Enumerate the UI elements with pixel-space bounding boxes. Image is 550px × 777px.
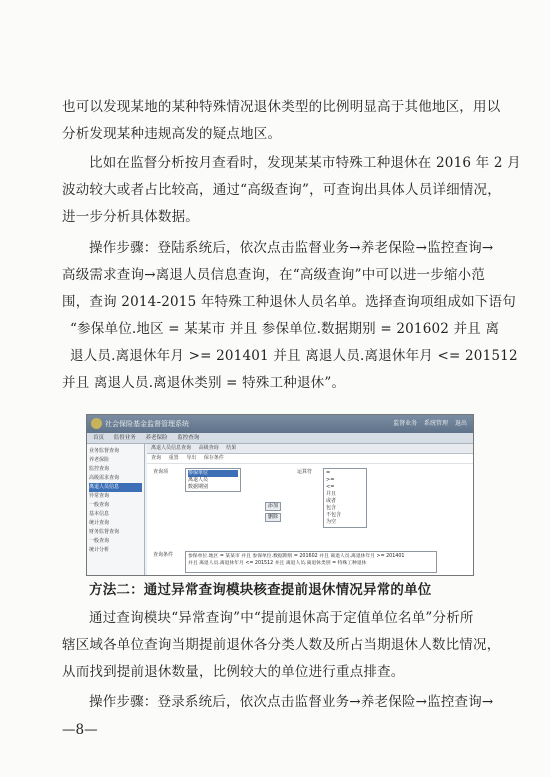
operator-option: 不包含 [326,512,342,518]
text-line: 进一步分析具体数据。 [62,209,199,225]
banner-tab: 监督业务 [393,420,418,427]
condition-label: 查询条件 [153,552,174,558]
toolbar-item: 重置 [168,455,179,461]
text-line: 操作步骤：登录系统后，依次点击监督业务→养老保险→监控查询→ [89,694,494,710]
paragraph-example [62,150,521,231]
operator-option: >= [326,477,335,483]
add-button: 添加 [265,502,281,511]
operator-label: 运算符 [297,469,313,475]
text-line: 分析发现某种违规高发的疑点地区。 [62,126,282,142]
sidebar-item: 养老保险 [89,457,110,463]
text-line: “参保单位.地区 = 某某市 并且 参保单位.数据期别 = 201602 并且 离 [70,321,500,337]
field-option: 数据期别 [188,484,209,490]
system-screenshot [86,414,474,576]
text-line: 比如在监督分析按月查看时，发现某某市特殊工种退休在 2016 年 2 月 [89,155,521,171]
toolbar-item: 保存条件 [203,455,224,461]
sidebar-item: 一般查询 [89,538,110,544]
operator-option: <= [326,484,335,490]
sidebar-item: 财务监督查询 [89,529,120,535]
operator-option: 或者 [326,498,337,504]
text-line: 辖区域各单位查询当期提前退休各分类人数及所占当期退休人数比情况， [62,637,501,653]
screenshot-tab: 高级查询 [198,445,219,451]
toolbar-item: 导出 [186,455,197,461]
sidebar-item: 业务监督查询 [89,448,120,454]
text-line: 也可以发现某地的某种特殊情况退休类型的比例明显高于其他地区，用以 [62,99,501,115]
nav-item: 监控查询 [177,435,200,441]
logo-icon [91,418,102,429]
paragraph-steps [62,235,518,397]
paragraph-intro [62,94,500,148]
screenshot-tab: 结果 [226,445,237,451]
field-label: 查询项 [153,469,169,475]
screenshot-main [147,444,473,575]
nav-item: 监督业务 [113,435,136,441]
text-line: 高级需求查询→离退人员信息查询，在“高级查询”中可以进一步缩小范 [62,267,486,283]
screenshot-buttons [265,502,281,524]
paragraph-steps-2 [62,689,493,716]
sidebar-item: 统计分析 [89,547,110,553]
toolbar-item: 查询 [151,455,162,461]
banner-tab: 系统管理 [424,420,449,427]
field-list [185,468,241,492]
sidebar-item: 统计查询 [89,520,110,526]
text-line: 操作步骤：登陆系统后，依次点击监督业务→养老保险→监控查询→ [89,240,494,256]
text-line: 退人员.离退休年月 >= 201401 并且 离退人员.离退休年月 <= 201512 [70,348,518,364]
page-number: —8— [62,722,98,738]
text-line: 并且 离退人员.离退休类别 = 特殊工种退休”。 [62,375,346,391]
sidebar-item: 异常查询 [89,493,110,499]
screenshot-banner [87,415,473,433]
screenshot-nav [87,433,473,444]
paragraph-method [62,605,500,686]
section-heading [89,577,432,604]
delete-button: 删除 [265,513,281,522]
sidebar-item-selected: 离退人员信息 [89,483,142,492]
field-option: 离退人员 [188,477,209,483]
screenshot-sidebar [87,444,145,575]
operator-list [323,468,367,528]
text-line: 通过查询模块“异常查询”中“提前退休高于定值单位名单”分析所 [89,610,474,626]
screenshot-toolbar [147,454,473,464]
sidebar-item: 监控查询 [89,466,110,472]
nav-item: 养老保险 [145,435,168,441]
text-line: 围，查询 2014-2015 年特殊工种退休人员名单。选择查询项组成如下语句 [62,294,516,310]
operator-option: 包含 [326,505,337,511]
text-line: 波动较大或者占比较高，通过“高级查询”，可查询出具体人员详细情况， [62,182,501,198]
sidebar-item: 高级需求查询 [89,475,120,481]
text-line: 从而找到提前退休数量，比例较大的单位进行重点排查。 [62,664,405,680]
operator-option: = [326,470,331,476]
screenshot-tabs [147,444,473,454]
condition-line: 并且 离退人员.离退休年月 <= 201512 并且 离退人员.离退休类别 = 特殊工种退休 [188,561,367,566]
field-option: 参保单位 [188,470,238,477]
screenshot-title: 社会保险基金监督管理系统 [105,420,189,428]
condition-line: 参保单位.地区 = 某某市 并且 参保单位.数据期别 = 201602 并且 离退人员.离退休年月 >= 201401 [188,554,405,559]
heading-text: 方法二：通过异常查询模块核查提前退休情况异常的单位 [89,582,432,598]
operator-option: 为空 [326,519,337,525]
nav-item: 首页 [93,435,105,441]
sidebar-item: 一般查询 [89,502,110,508]
condition-box [185,551,437,573]
operator-option: 并且 [326,491,337,497]
banner-tab: 退出 [454,420,467,427]
screenshot-tab: 离退人员信息查询 [151,445,192,451]
sidebar-item: 基本信息 [89,511,110,517]
